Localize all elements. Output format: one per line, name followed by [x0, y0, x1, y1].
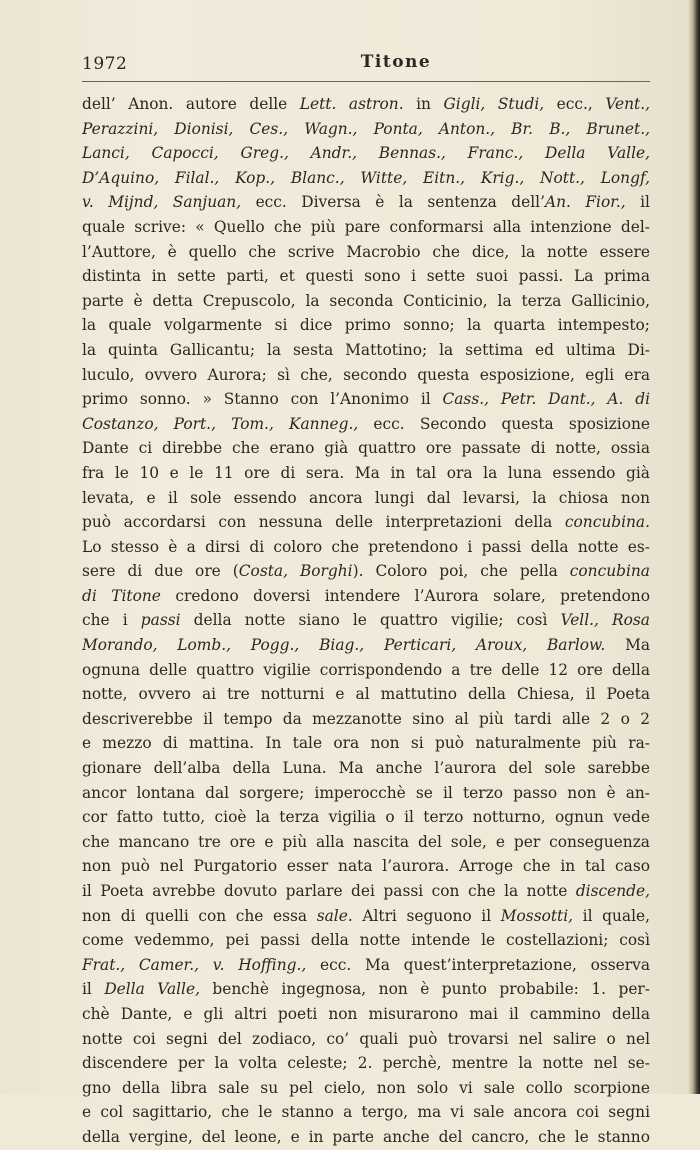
text-line: [82, 264, 650, 289]
text-line: [82, 707, 650, 732]
text-segment: quale scrive: « Quello che più pare conformarsi alla intenzione del-: [82, 217, 650, 236]
italic-text: discende,: [575, 882, 650, 900]
text-segment: il quale,: [573, 906, 650, 925]
italic-text: Gigli, Studi,: [443, 95, 545, 113]
italic-text: di Titone: [82, 586, 161, 605]
text-segment: il Poeta avrebbe dovuto parlare dei passi con che la notte: [82, 882, 576, 900]
text-segment: sere di due ore (: [82, 562, 239, 581]
text-line: [82, 1051, 650, 1076]
text-segment: Lo stesso è a dirsi di coloro che pretendono i passi della notte es-: [82, 537, 650, 556]
text-line: [82, 510, 650, 535]
text-segment: primo sonno. » Stanno con l’Anonimo il: [82, 390, 443, 409]
text-line: [82, 904, 650, 929]
text-line: [82, 166, 650, 191]
text-line: [82, 879, 650, 904]
text-segment: il: [625, 193, 650, 212]
text-line: [82, 953, 650, 978]
page-header: [82, 50, 650, 80]
text-segment: parte è detta Crepuscolo, la seconda Conticinio, la terza Gallicinio,: [82, 291, 650, 310]
italic-text: passi: [140, 611, 181, 630]
text-segment: gionare dell’alba della Luna. Ma anche l’aurora del sole sarebbe: [82, 759, 650, 778]
italic-text: concubina.: [564, 513, 650, 532]
text-line: [82, 486, 650, 511]
text-line: [82, 1076, 650, 1101]
text-segment: può accordarsi con nessuna delle interpretazioni della: [82, 513, 565, 532]
text-line: [82, 436, 650, 461]
text-line: [82, 584, 650, 609]
text-segment: notte coi segni del zodiaco, co’ quali può trovarsi nel salire o nel: [82, 1029, 650, 1048]
text-segment: non di quelli con che essa: [82, 906, 317, 925]
text-segment: Dante ci direbbe che erano già quattro ore passate di notte, ossia: [82, 439, 650, 458]
text-segment: distinta in sette parti, et questi sono i sette suoi passi. La prima: [82, 267, 650, 286]
text-line: [82, 682, 650, 707]
text-line: [82, 338, 650, 363]
text-segment: notte, ovvero ai tre notturni e al mattutino della Chiesa, il Poeta: [82, 685, 650, 704]
text-segment: della vergine, del leone, e in parte anche del cancro, che le stanno: [82, 1127, 650, 1146]
text-segment: in: [403, 95, 444, 113]
text-line: [82, 854, 650, 879]
text-segment: ecc.,: [544, 95, 606, 113]
text-line: [82, 289, 650, 314]
text-segment: chè Dante, e gli altri poeti non misurarono mai il cammino della: [82, 1004, 650, 1023]
text-segment: l’Auttore, è quello che scrive Macrobio che dice, la notte essere: [82, 242, 650, 261]
text-line: [82, 387, 650, 412]
text-segment: fra le 10 e le 11 ore di sera. Ma in tal ora la luna essendo già: [82, 463, 650, 482]
page-edge-shadow: [688, 0, 700, 1094]
text-line: [82, 461, 650, 486]
text-line: [82, 363, 650, 388]
text-segment: cor fatto tutto, cioè la terza vigilia o il terzo notturno, ognun vede: [82, 808, 650, 827]
italic-text: sale.: [316, 906, 353, 925]
italic-text: concubina: [569, 562, 650, 581]
italic-text: Cass., Petr. Dant., A. di: [442, 390, 650, 409]
text-segment: la quale volgarmente si dice primo sonno; la quarta intempesto;: [82, 316, 650, 335]
italic-text: v. Mijnd, Sanjuan,: [82, 193, 242, 212]
text-segment: ecc. Diversa è la sentenza dell’: [241, 193, 545, 212]
text-line: [82, 215, 650, 240]
text-segment: discendere per la volta celeste; 2. perchè, mentre la notte nel se-: [82, 1054, 650, 1073]
text-line: [82, 977, 650, 1002]
text-line: [82, 1100, 650, 1125]
text-line: [82, 805, 650, 830]
text-line: [82, 190, 650, 215]
text-segment: luculo, ovvero Aurora; sì che, secondo questa esposizione, egli era: [82, 365, 650, 384]
text-line: [82, 928, 650, 953]
text-segment: ). Coloro poi, che pella: [352, 562, 570, 581]
text-segment: ognuna delle quattro vigilie corrispondendo a tre delle 12 ore della: [82, 660, 650, 679]
text-line: [82, 731, 650, 756]
italic-text: Vell., Rosa: [560, 611, 650, 630]
text-segment: ecc. Ma quest’interpretazione, osserva: [306, 955, 650, 974]
text-segment: dell’ Anon. autore delle: [82, 95, 300, 113]
text-segment: gno della libra sale su pel cielo, non solo vi sale collo scorpione: [82, 1078, 650, 1097]
text-line: [82, 658, 650, 683]
running-title: Titone: [360, 52, 432, 72]
text-segment: ancor lontana dal sorgere; imperocchè se il terzo passo non è an-: [82, 783, 650, 802]
text-segment: la quinta Gallicantu; la sesta Mattotino; la settima ed ultima Di-: [82, 340, 650, 359]
text-segment: levata, e il sole essendo ancora lungi dal levarsi, la chiosa non: [82, 488, 650, 507]
text-line: [82, 756, 650, 781]
text-line: [82, 633, 650, 658]
text-line: [82, 240, 650, 265]
body-text: [82, 92, 650, 1150]
italic-text: D’Aquino, Filal., Kop., Blanc., Witte, Eitn., Krig., Nott., Longf,: [82, 168, 650, 187]
text-line: [82, 830, 650, 855]
text-line: [82, 92, 650, 117]
text-line: [82, 608, 650, 633]
text-line: [82, 559, 650, 584]
text-segment: benchè ingegnosa, non è punto probabile: 1. per-: [199, 980, 650, 999]
text-segment: ecc. Secondo questa sposizione: [358, 414, 650, 433]
italic-text: Della Valle,: [104, 980, 200, 999]
italic-text: An. Fior.,: [544, 193, 626, 212]
text-segment: Ma: [605, 636, 650, 655]
text-line: [82, 412, 650, 437]
text-segment: descriverebbe il tempo da mezzanotte sino al più tardi alle 2 o 2: [82, 709, 650, 728]
text-line: [82, 781, 650, 806]
header-rule: [82, 81, 650, 82]
page-number: 1972: [82, 54, 128, 74]
italic-text: Lett. astron.: [299, 95, 404, 113]
text-segment: e mezzo di mattina. In tale ora non si può naturalmente più ra-: [82, 734, 650, 753]
italic-text: Lanci, Capocci, Greg., Andr., Bennas., Franc., Della Valle,: [82, 144, 650, 163]
italic-text: Morando, Lomb., Pogg., Biag., Perticari, Aroux, Barlow.: [82, 636, 606, 655]
text-segment: della notte siano le quattro vigilie; così: [180, 611, 561, 630]
italic-text: Mossotti,: [500, 906, 574, 925]
text-segment: che mancano tre ore e più alla nascita del sole, e per conseguenza: [82, 832, 650, 851]
text-line: [82, 535, 650, 560]
italic-text: Costa, Borghi: [238, 562, 353, 581]
text-segment: non può nel Purgatorio esser nata l’aurora. Arroge che in tal caso: [82, 857, 650, 876]
text-line: [82, 117, 650, 142]
italic-text: Costanzo, Port., Tom., Kanneg.,: [82, 414, 359, 433]
text-line: [82, 1027, 650, 1052]
text-segment: Altri seguono il: [352, 906, 501, 925]
text-line: [82, 141, 650, 166]
text-segment: che i: [82, 611, 141, 630]
italic-text: Vent.,: [605, 95, 650, 113]
text-segment: come vedemmo, pei passi della notte intende le costellazioni; così: [82, 931, 650, 950]
text-line: [82, 1002, 650, 1027]
italic-text: Frat., Camer., v. Hoffing.,: [82, 955, 307, 974]
text-line: [82, 313, 650, 338]
text-segment: il: [82, 980, 105, 999]
text-segment: e col sagittario, che le stanno a tergo, ma vi sale ancora coi segni: [82, 1103, 650, 1122]
text-segment: credono doversi intendere l’Aurora solare, pretendono: [160, 586, 650, 605]
text-line: [82, 1125, 650, 1150]
italic-text: Perazzini, Dionisi, Ces., Wagn., Ponta, Anton., Br. B., Brunet.,: [82, 119, 650, 138]
